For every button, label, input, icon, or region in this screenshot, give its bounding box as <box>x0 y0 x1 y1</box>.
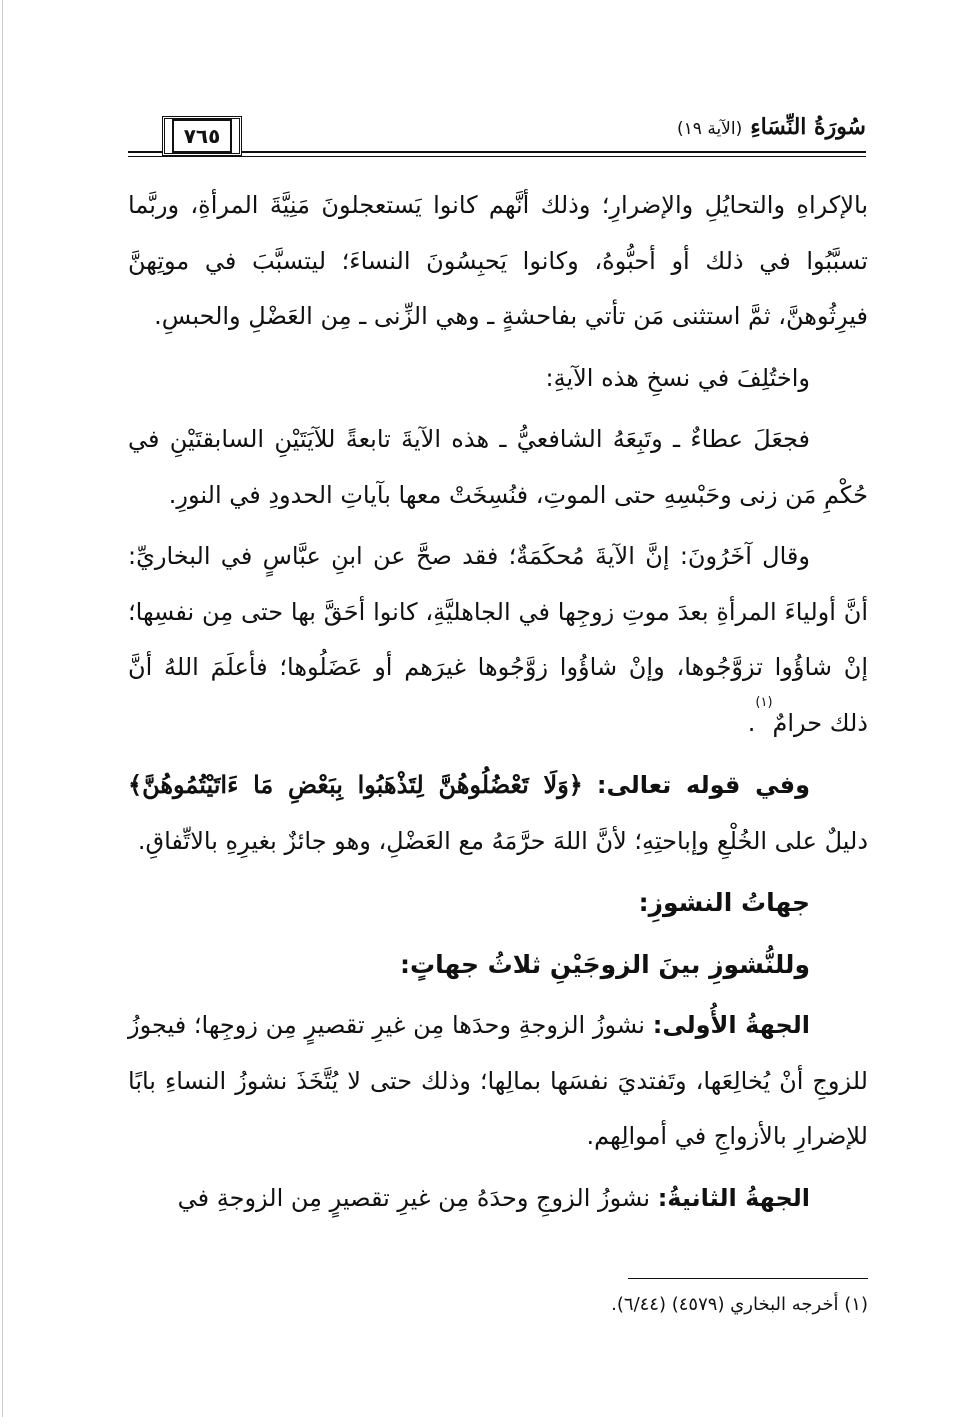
paragraph: بالإكراهِ والتحايُلِ والإضرارِ؛ وذلك أنَّهم كانوا يَستعجلونَ مَنِيَّةَ المرأةِ، وربَّما تسبَّبُوا في ذلك أو أحبُّوهُ، وكانوا يَحبِسُونَ النساءَ؛ ليتسبَّبَ في موتِهنَّ فيرِثُوهنَّ، ثمَّ استثنى مَن تأتي بفاحشةٍ ـ وهي الزِّنى ـ مِن العَضْلِ والحبسِ. <box>128 191 868 330</box>
section-subheading: وللنُّشوزِ بينَ الزوجَيْنِ ثلاثُ جهاتٍ: <box>399 949 810 979</box>
paragraph: فجعَلَ عطاءٌ ـ وتَبِعَهُ الشافعيُّ ـ هذه الآيةَ تابعةً للآيَتَيْنِ السابقتَيْنِ في حُكْمِ مَن زنى وحَبْسِهِ حتى الموتِ، فنُسِخَتْ معها بآياتِ الحدودِ في النورِ. <box>128 425 868 509</box>
page-header <box>128 108 866 162</box>
verse-reference: (الآية ١٩) <box>677 119 743 139</box>
paragraph <box>128 757 868 869</box>
footnote-marker: (١) <box>755 694 773 710</box>
scan-edge-line <box>2 0 3 1417</box>
paragraph: واختُلِفَ في نسخِ هذه الآيةِ: <box>545 363 810 392</box>
page-number-frame <box>162 116 242 156</box>
page-number: ٧٦٥ <box>172 119 233 153</box>
paragraph <box>128 1171 868 1227</box>
footnote-rule <box>628 1278 868 1279</box>
footnote: (١) أخرجه البخاري (٤٥٧٩) (٦/٤٤). <box>611 1294 868 1315</box>
paragraph-text: نشوزُ الزوجةِ وحدَها مِن غيرِ تقصيرٍ مِن زوجِها؛ فيجوزُ للزوجِ أنْ يُخالِعَها، وتَفتديَ نفسَها بمالِها؛ وذلك حتى لا يُتَّخَذَ نشوزُ النساءِ بابًا للإضرارِ بالأزواجِ في أموالِهم. <box>128 1011 868 1150</box>
paragraph <box>128 529 868 751</box>
paragraph-lead: الجهةُ الأُولى: <box>652 1011 811 1039</box>
surah-title: سُورَةُ النِّسَاءِ <box>750 114 866 140</box>
main-text <box>128 178 868 1232</box>
paragraph-lead: الجهةُ الثانيةُ: <box>657 1183 810 1212</box>
section-heading: جهاتُ النشوزِ: <box>638 888 810 917</box>
paragraph <box>128 998 868 1165</box>
paragraph-text: وقال آخَرُونَ: إنَّ الآيةَ مُحكَمَةٌ؛ فقد صحَّ عن ابنِ عبَّاسٍ في البخاريِّ: أنَّ أولياءَ المرأةِ بعدَ موتِ زوجِها في الجاهليَّةِ، كانوا أحَقَّ بها حتى مِن نفسِها؛ إنْ شاؤُوا تزوَّجُوها، وإنْ شاؤُوا زوَّجُوها غيرَهم أو عَضَلُوها؛ فأعلَمَ اللهُ أنَّ ذلك حرامٌ <box>128 542 868 737</box>
running-head <box>667 114 866 146</box>
paragraph-text: نشوزُ الزوجِ وحدَهُ مِن غيرِ تقصيرٍ مِن الزوجةِ في <box>177 1183 651 1212</box>
quran-verse: ﴿وَلَا تَعْضُلُوهُنَّ لِتَذْهَبُوا بِبَعْضِ مَا ءَاتَيْتُمُوهُنَّ﴾ <box>128 770 583 799</box>
paragraph-lead: وفي قوله تعالى: <box>596 771 810 799</box>
paragraph-text: دليلٌ على الخُلْعِ وإباحتِهِ؛ لأنَّ اللهَ حرَّمَهُ مع العَضْلِ، وهو جائزٌ بغيرِهِ بالاتِّفاقِ. <box>137 826 868 855</box>
header-rule-thin <box>128 156 866 157</box>
paragraph-end: . <box>747 708 756 737</box>
